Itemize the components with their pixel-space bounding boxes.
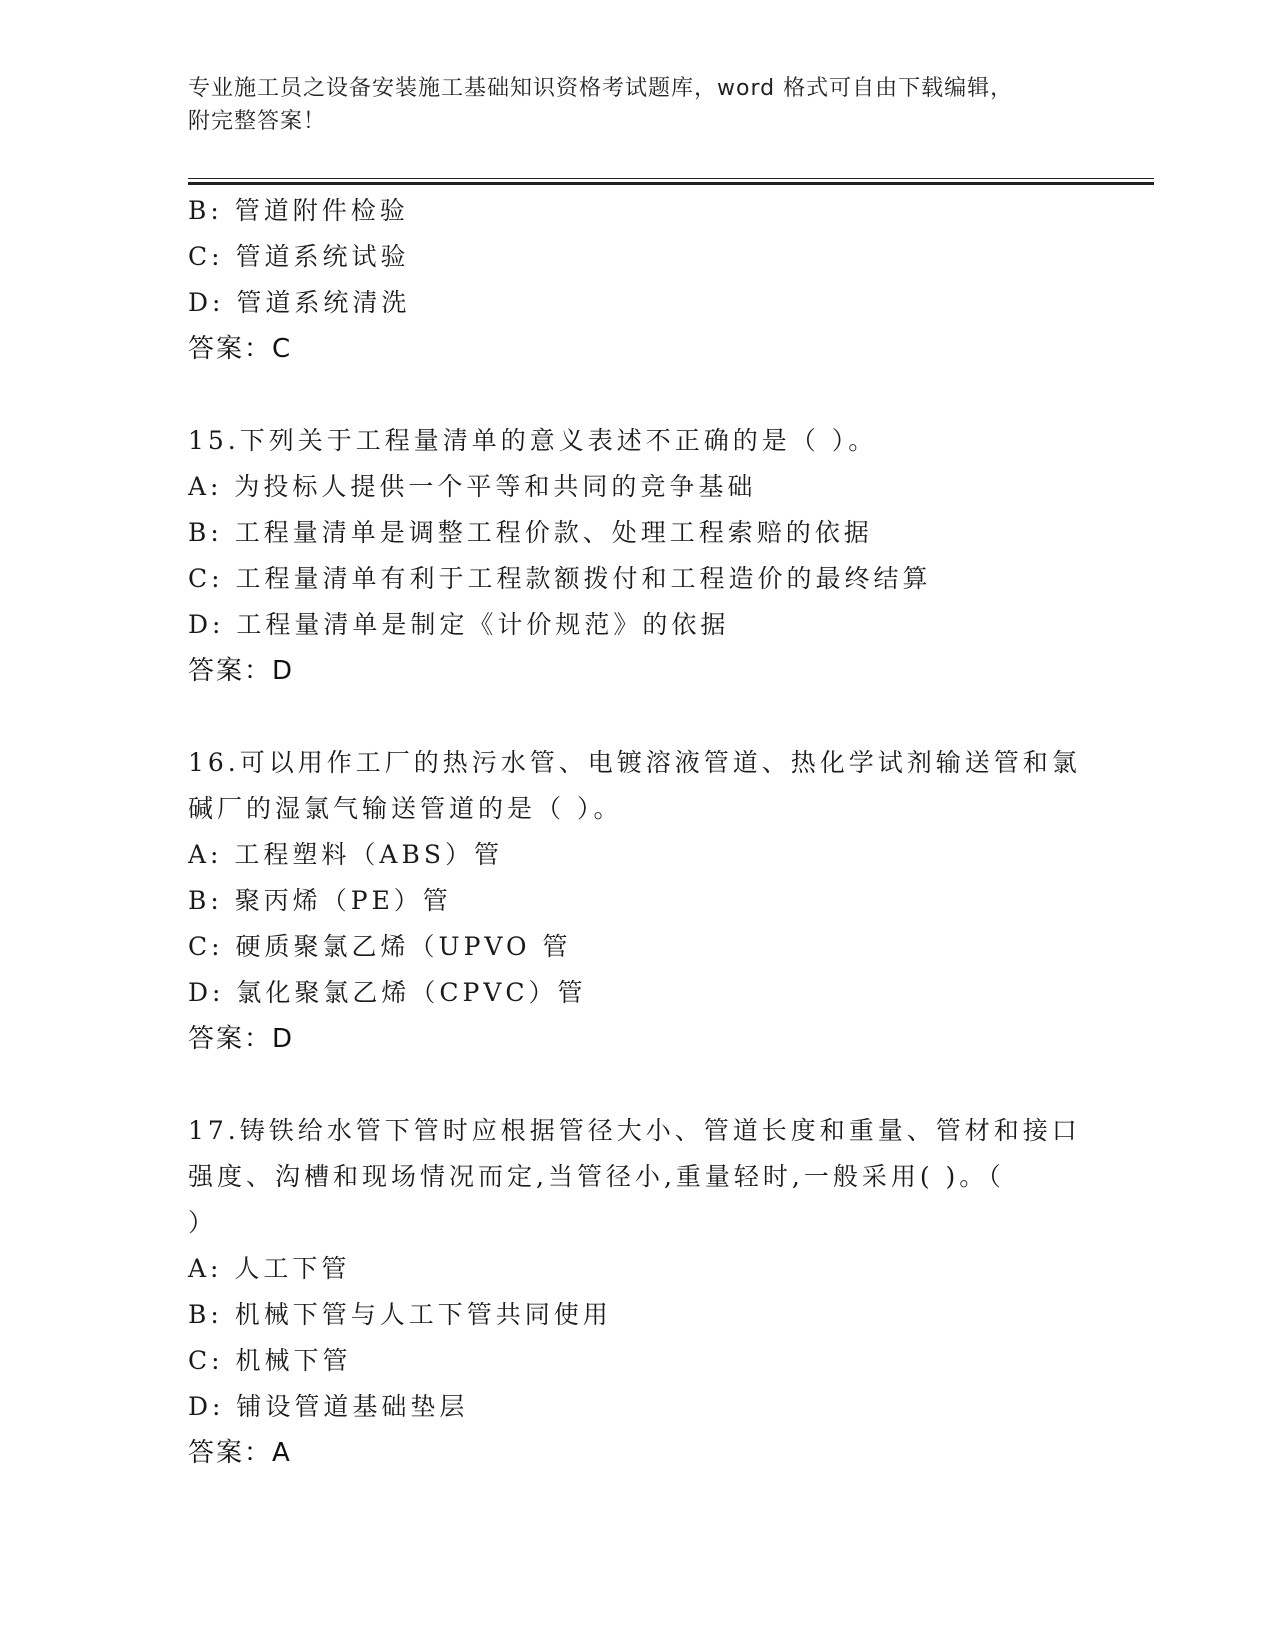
question-16 xyxy=(188,740,1088,1062)
q14-option-d: D: 管道系统清洗 xyxy=(188,288,411,317)
header-divider-thick xyxy=(188,182,1154,185)
question-17 xyxy=(188,1108,1088,1476)
q17-option-b: B: 机械下管与人工下管共同使用 xyxy=(188,1300,612,1329)
q16-stem-line-1: 16.可以用作工厂的热污水管、电镀溶液管道、热化学试剂输送管和氯 xyxy=(188,748,1081,777)
q17-option-c: C: 机械下管 xyxy=(188,1346,352,1375)
question-list xyxy=(188,188,1088,1476)
header-line-2: 附完整答案！ xyxy=(188,109,327,134)
spacer xyxy=(188,372,1088,418)
q16-answer: 答案：D xyxy=(188,1024,295,1054)
q15-option-d: D: 工程量清单是制定《计价规范》的依据 xyxy=(188,610,730,639)
header-divider-thin xyxy=(188,178,1154,179)
q16-option-d: D: 氯化聚氯乙烯（CPVC）管 xyxy=(188,978,587,1007)
q15-option-a: A: 为投标人提供一个平等和共同的竞争基础 xyxy=(188,472,757,501)
q17-stem-line-3: ） xyxy=(188,1208,218,1237)
q17-answer: 答案：A xyxy=(188,1438,292,1468)
q16-stem-line-2: 碱厂的湿氯气输送管道的是（ ）。 xyxy=(188,794,623,823)
q16-option-b: B: 聚丙烯（PE）管 xyxy=(188,886,452,915)
question-15 xyxy=(188,418,1088,694)
q14-answer: 答案：C xyxy=(188,334,293,364)
q17-stem-line-1: 17.铸铁给水管下管时应根据管径大小、管道长度和重量、管材和接口 xyxy=(188,1116,1081,1145)
q17-option-d: D: 铺设管道基础垫层 xyxy=(188,1392,469,1421)
q14-option-b: B: 管道附件检验 xyxy=(188,196,409,225)
q16-option-c: C: 硬质聚氯乙烯（UPVO 管 xyxy=(188,932,572,961)
q17-stem-line-2: 强度、沟槽和现场情况而定,当管径小,重量轻时,一般采用( )。（ xyxy=(188,1162,1005,1191)
q16-option-a: A: 工程塑料（ABS）管 xyxy=(188,840,503,869)
spacer xyxy=(188,1062,1088,1108)
q17-option-a: A: 人工下管 xyxy=(188,1254,351,1283)
question-14-continued xyxy=(188,188,1088,372)
document-header xyxy=(188,72,1088,138)
header-line-1: 专业施工员之设备安装施工基础知识资格考试题库，word 格式可自由下载编辑， xyxy=(188,76,1014,101)
q15-option-b: B: 工程量清单是调整工程价款、处理工程索赔的依据 xyxy=(188,518,873,547)
q15-option-c: C: 工程量清单有利于工程款额拨付和工程造价的最终结算 xyxy=(188,564,932,593)
spacer xyxy=(188,694,1088,740)
q15-stem: 15.下列关于工程量清单的意义表述不正确的是（ ）。 xyxy=(188,426,878,455)
q14-option-c: C: 管道系统试验 xyxy=(188,242,410,271)
q15-answer: 答案：D xyxy=(188,656,295,686)
